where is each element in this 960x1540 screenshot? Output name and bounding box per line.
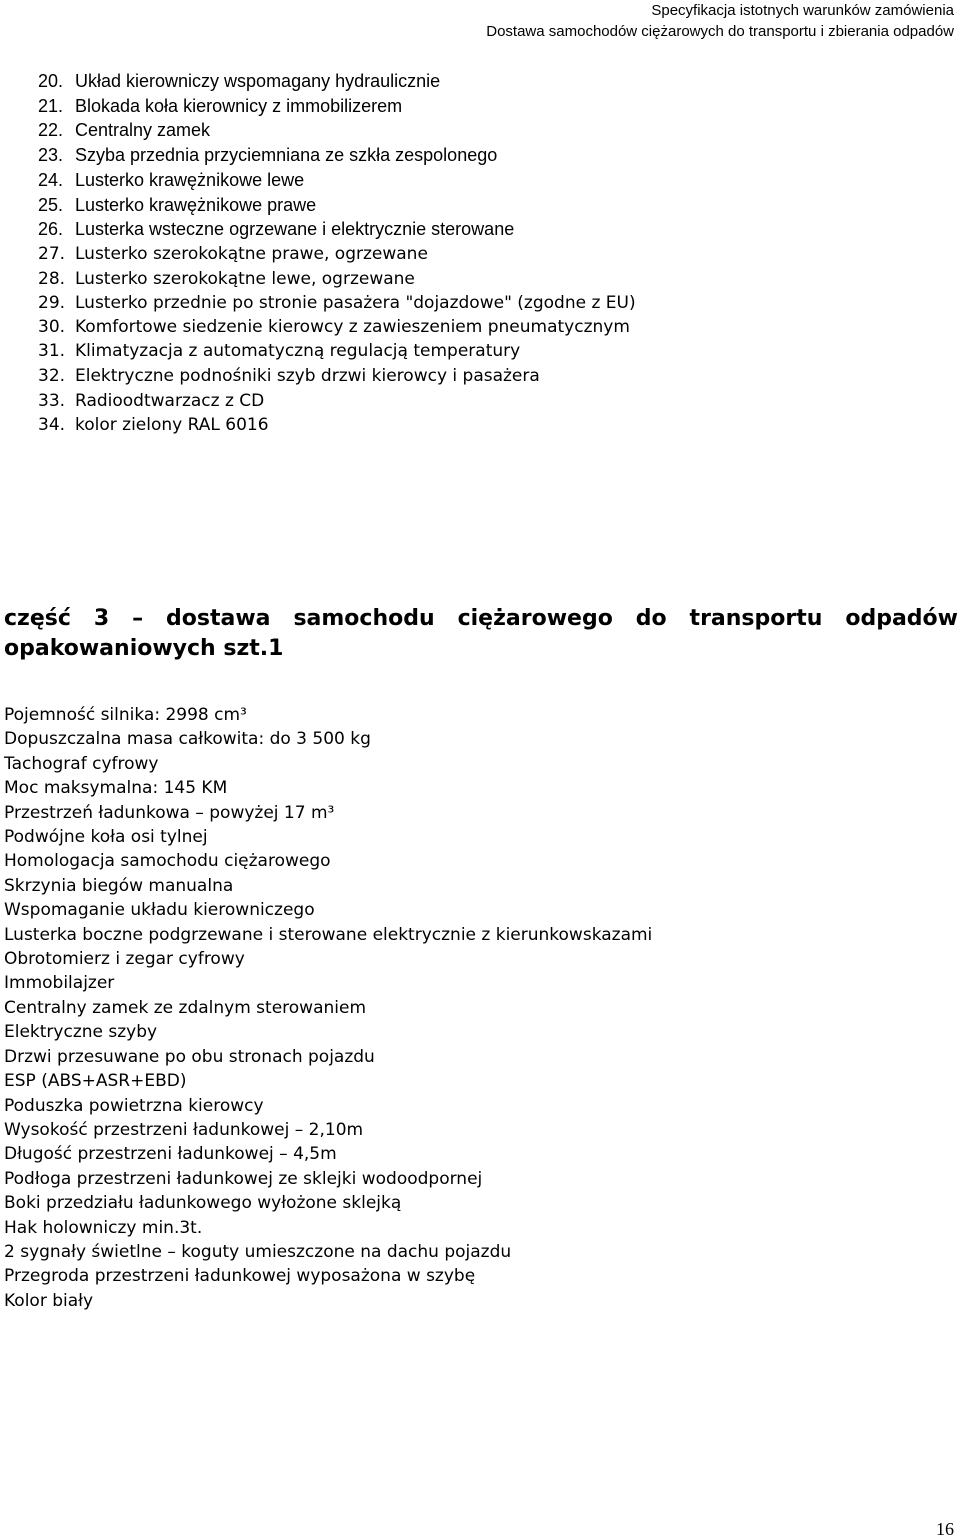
- header-title: Specyfikacja istotnych warunków zamówienia: [651, 2, 954, 19]
- item-number: 25.: [38, 194, 64, 215]
- list-item: [38, 364, 718, 389]
- equipment-list: [38, 69, 718, 438]
- list-item: [38, 413, 718, 438]
- list-item: [38, 291, 718, 315]
- item-number: 30.: [38, 317, 66, 338]
- item-number: 33.: [38, 390, 66, 411]
- list-item: [38, 118, 718, 143]
- item-number: 26.: [38, 219, 64, 240]
- page-number: 16: [936, 1519, 954, 1539]
- list-item: [38, 315, 718, 339]
- spec-item: Tachograf cyfrowy: [4, 753, 159, 774]
- item-number: 21.: [38, 95, 64, 116]
- spec-item: Kolor biały: [4, 1290, 94, 1311]
- item-text: Lusterko przednie po stronie pasażera "dojazdowe" (zgodne z EU): [75, 293, 636, 314]
- item-text: kolor zielony RAL 6016: [75, 415, 269, 436]
- list-item: [38, 267, 718, 292]
- list-item: [38, 168, 718, 193]
- item-number: 28.: [38, 268, 66, 289]
- item-text: Komfortowe siedzenie kierowcy z zawieszeniem pneumatycznym: [75, 317, 630, 338]
- item-text: Lusterko krawężnikowe lewe: [75, 169, 305, 190]
- item-number: 22.: [38, 120, 64, 141]
- list-item: [38, 94, 718, 119]
- item-text: Lusterko szerokokątne prawe, ogrzewane: [75, 243, 428, 264]
- spec-item: Przestrzeń ładunkowa – powyżej 17 m³: [4, 802, 335, 823]
- item-number: 20.: [38, 71, 64, 91]
- item-number: 27.: [38, 243, 66, 264]
- header-subtitle: Dostawa samochodów ciężarowych do transportu i zbierania odpadów: [486, 23, 954, 40]
- list-item: [38, 143, 718, 168]
- spec-item: 2 sygnały świetlne – koguty umieszczone na dachu pojazdu: [4, 1241, 512, 1262]
- spec-item: Immobilajzer: [4, 973, 115, 994]
- spec-item: Podłoga przestrzeni ładunkowej ze sklejki wodoodpornej: [4, 1168, 483, 1189]
- list-item: [38, 193, 718, 218]
- item-number: 32.: [38, 366, 66, 387]
- spec-item: Centralny zamek ze zdalnym sterowaniem: [4, 997, 367, 1018]
- section-heading: część 3 – dostawa samochodu ciężarowego do transportu odpadów opakowaniowych szt.1: [4, 606, 958, 661]
- item-number: 29.: [38, 293, 66, 314]
- spec-item: Długość przestrzeni ładunkowej – 4,5m: [4, 1144, 337, 1165]
- page-header: [486, 0, 954, 42]
- spec-item: Przegroda przestrzeni ładunkowej wyposażona w szybę: [4, 1266, 476, 1287]
- item-text: Układ kierowniczy wspomagany hydraulicznie: [75, 71, 441, 91]
- item-text: Centralny zamek: [75, 120, 211, 141]
- item-number: 23.: [38, 145, 64, 166]
- spec-item: Homologacja samochodu ciężarowego: [4, 851, 331, 872]
- item-text: Blokada koła kierownicy z immobilizerem: [75, 95, 403, 116]
- spec-item: Moc maksymalna: 145 KM: [4, 778, 228, 799]
- list-item: [38, 339, 718, 364]
- spec-item: Lusterka boczne podgrzewane i sterowane elektrycznie z kierunkowskazami: [4, 924, 653, 945]
- spec-item: Dopuszczalna masa całkowita: do 3 500 kg: [4, 729, 371, 750]
- list-item: [38, 69, 718, 94]
- item-text: Szyba przednia przyciemniana ze szkła zespolonego: [75, 145, 498, 166]
- item-text: Klimatyzacja z automatyczną regulacją temperatury: [75, 341, 521, 362]
- list-item: [38, 389, 718, 414]
- spec-item: Skrzynia biegów manualna: [4, 875, 234, 896]
- spec-item: Pojemność silnika: 2998 cm³: [4, 705, 247, 725]
- spec-item: ESP (ABS+ASR+EBD): [4, 1071, 187, 1092]
- spec-item: Podwójne koła osi tylnej: [4, 827, 208, 848]
- spec-item: Drzwi przesuwane po obu stronach pojazdu: [4, 1046, 375, 1067]
- spec-item: Poduszka powietrzna kierowcy: [4, 1095, 264, 1116]
- item-number: 24.: [38, 169, 64, 190]
- spec-item: Hak holowniczy min.3t.: [4, 1217, 203, 1238]
- item-number: 34.: [38, 415, 66, 436]
- item-number: 31.: [38, 341, 66, 362]
- list-item: [38, 217, 718, 242]
- spec-item: Boki przedziału ładunkowego wyłożone sklejką: [4, 1193, 402, 1214]
- list-item: [38, 242, 718, 267]
- spec-item: Elektryczne szyby: [4, 1022, 158, 1043]
- spec-item: Wspomaganie układu kierowniczego: [4, 900, 315, 921]
- item-text: Lusterko szerokokątne lewe, ogrzewane: [75, 268, 415, 289]
- item-text: Radioodtwarzacz z CD: [75, 390, 265, 411]
- spec-item: Wysokość przestrzeni ładunkowej – 2,10m: [4, 1119, 364, 1140]
- item-text: Lusterko krawężnikowe prawe: [75, 194, 317, 215]
- spec-list: [4, 703, 652, 1313]
- item-text: Elektryczne podnośniki szyb drzwi kierowcy i pasażera: [75, 366, 540, 387]
- item-text: Lusterka wsteczne ogrzewane i elektrycznie sterowane: [75, 219, 515, 240]
- spec-item: Obrotomierz i zegar cyfrowy: [4, 949, 245, 970]
